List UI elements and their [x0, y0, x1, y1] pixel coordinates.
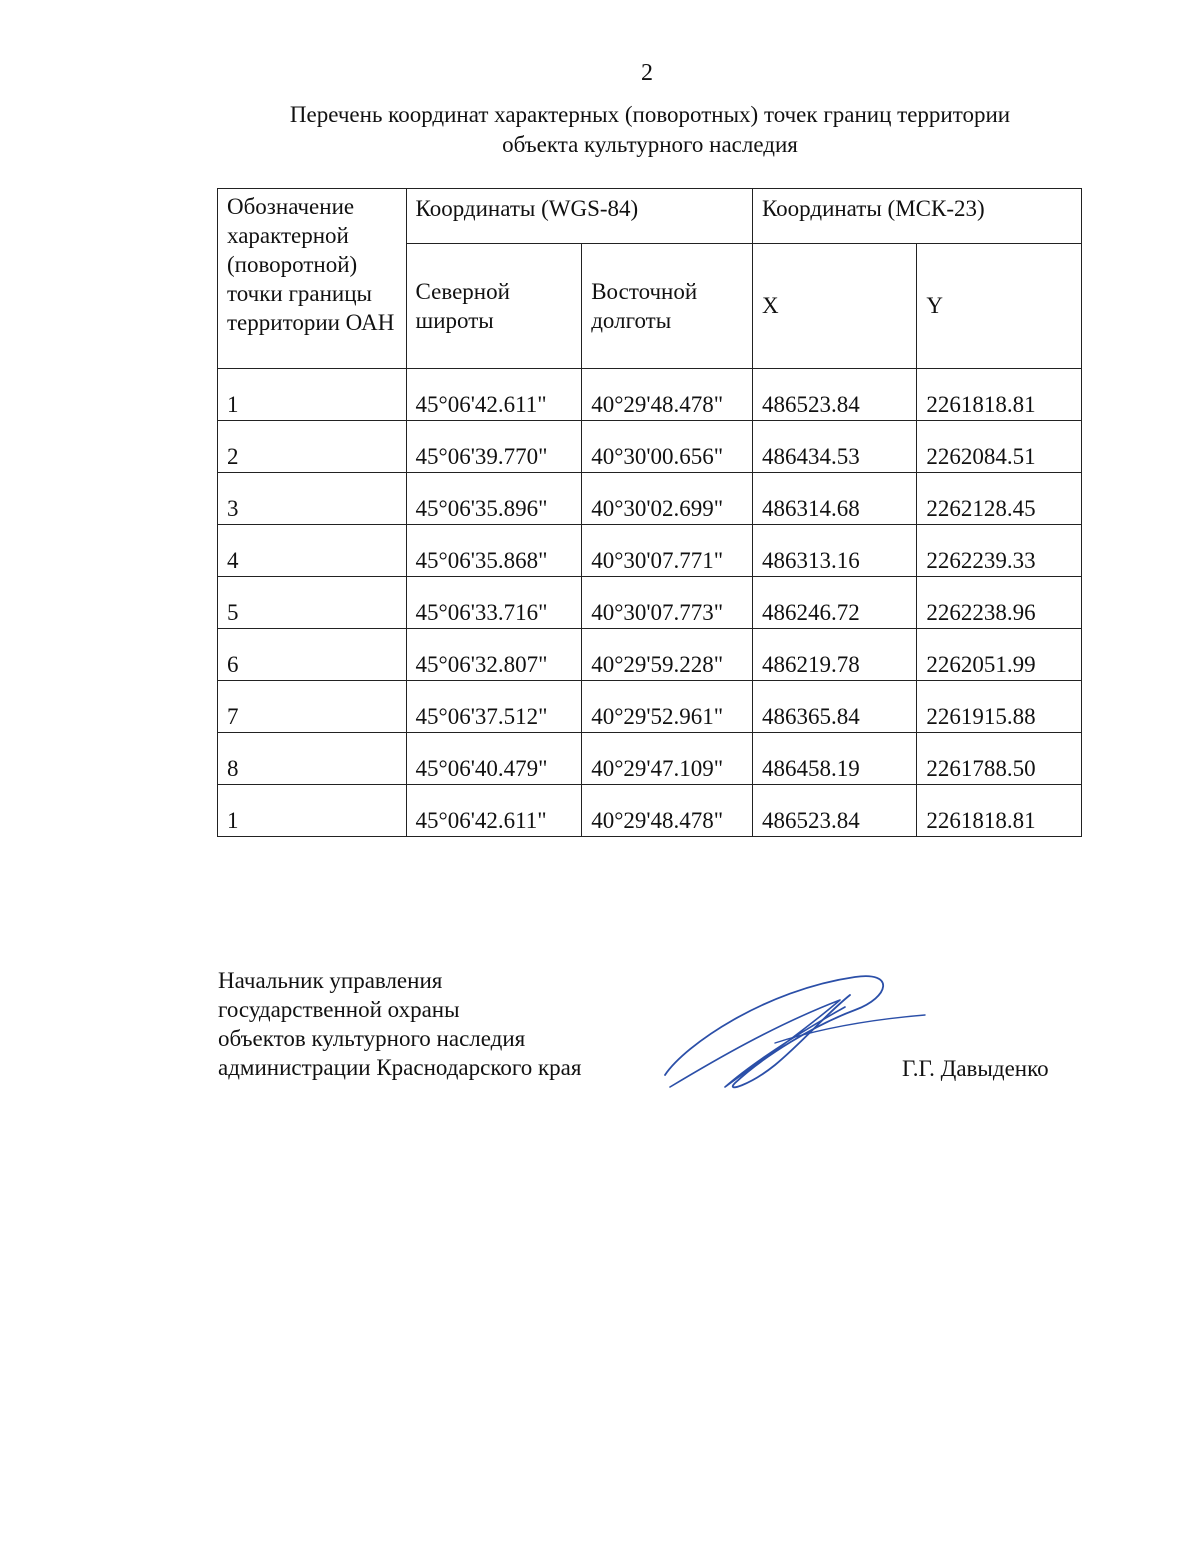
cell-x: 486314.68: [752, 473, 916, 525]
document-title-line-1: Перечень координат характерных (поворотных) точек границ территории: [289, 102, 1011, 127]
cell-point: 3: [218, 473, 407, 525]
cell-point: 6: [218, 629, 407, 681]
cell-point: 1: [218, 785, 407, 837]
cell-point: 2: [218, 421, 407, 473]
cell-y: 2261818.81: [917, 369, 1082, 421]
document-title-line-2: объекта культурного наследия: [502, 132, 798, 157]
header-x: X: [752, 244, 916, 369]
cell-point: 5: [218, 577, 407, 629]
cell-y: 2261788.50: [917, 733, 1082, 785]
cell-latitude: 45°06'35.896": [406, 473, 582, 525]
signatory-position-line-3: объектов культурного наследия: [218, 1026, 526, 1051]
table-header-row: [218, 189, 1082, 244]
cell-y: 2261818.81: [917, 785, 1082, 837]
cell-longitude: 40°29'59.228": [582, 629, 753, 681]
table-row: [218, 473, 1082, 525]
cell-longitude: 40°30'07.773": [582, 577, 753, 629]
header-east-longitude: Восточной долготы: [582, 244, 753, 369]
cell-x: 486365.84: [752, 681, 916, 733]
cell-point: 7: [218, 681, 407, 733]
cell-y: 2262084.51: [917, 421, 1082, 473]
table-row: [218, 421, 1082, 473]
cell-y: 2262239.33: [917, 525, 1082, 577]
page-number: 2: [641, 60, 653, 86]
cell-x: 486313.16: [752, 525, 916, 577]
cell-point: 1: [218, 369, 407, 421]
cell-longitude: 40°30'02.699": [582, 473, 753, 525]
cell-longitude: 40°29'48.478": [582, 369, 753, 421]
cell-y: 2261915.88: [917, 681, 1082, 733]
cell-x: 486434.53: [752, 421, 916, 473]
cell-latitude: 45°06'32.807": [406, 629, 582, 681]
cell-longitude: 40°29'52.961": [582, 681, 753, 733]
table-row: [218, 785, 1082, 837]
signatory-position-line-1: Начальник управления: [218, 968, 443, 993]
cell-x: 486523.84: [752, 369, 916, 421]
document-title: [220, 100, 1080, 160]
cell-latitude: 45°06'42.611": [406, 785, 582, 837]
cell-x: 486523.84: [752, 785, 916, 837]
table-row: [218, 369, 1082, 421]
cell-latitude: 45°06'35.868": [406, 525, 582, 577]
cell-latitude: 45°06'39.770": [406, 421, 582, 473]
cell-y: 2262238.96: [917, 577, 1082, 629]
table-row: [218, 577, 1082, 629]
cell-x: 486458.19: [752, 733, 916, 785]
cell-point: 8: [218, 733, 407, 785]
signatory-position-line-4: администрации Краснодарского края: [218, 1055, 582, 1080]
cell-y: 2262051.99: [917, 629, 1082, 681]
table-row: [218, 629, 1082, 681]
cell-longitude: 40°29'48.478": [582, 785, 753, 837]
cell-latitude: 45°06'33.716": [406, 577, 582, 629]
signatory-position-line-2: государственной охраны: [218, 997, 460, 1022]
cell-point: 4: [218, 525, 407, 577]
coordinates-table: [217, 188, 1082, 837]
cell-longitude: 40°30'00.656": [582, 421, 753, 473]
table-row: [218, 525, 1082, 577]
cell-longitude: 40°30'07.771": [582, 525, 753, 577]
cell-x: 486219.78: [752, 629, 916, 681]
cell-y: 2262128.45: [917, 473, 1082, 525]
cell-latitude: 45°06'42.611": [406, 369, 582, 421]
table-row: [218, 733, 1082, 785]
header-y: Y: [917, 244, 1082, 369]
header-msk23: Координаты (МСК-23): [752, 189, 1081, 244]
cell-latitude: 45°06'37.512": [406, 681, 582, 733]
cell-longitude: 40°29'47.109": [582, 733, 753, 785]
signatory-position: [218, 966, 581, 1082]
cell-latitude: 45°06'40.479": [406, 733, 582, 785]
signatory-name: Г.Г. Давыденко: [902, 1056, 1049, 1081]
handwritten-signature: [655, 965, 935, 1100]
cell-x: 486246.72: [752, 577, 916, 629]
header-north-latitude: Северной широты: [406, 244, 582, 369]
table-row: [218, 681, 1082, 733]
header-wgs84: Координаты (WGS-84): [406, 189, 752, 244]
header-point-designation: Обозначение характерной (поворотной) точки границы территории ОАН: [218, 189, 407, 369]
